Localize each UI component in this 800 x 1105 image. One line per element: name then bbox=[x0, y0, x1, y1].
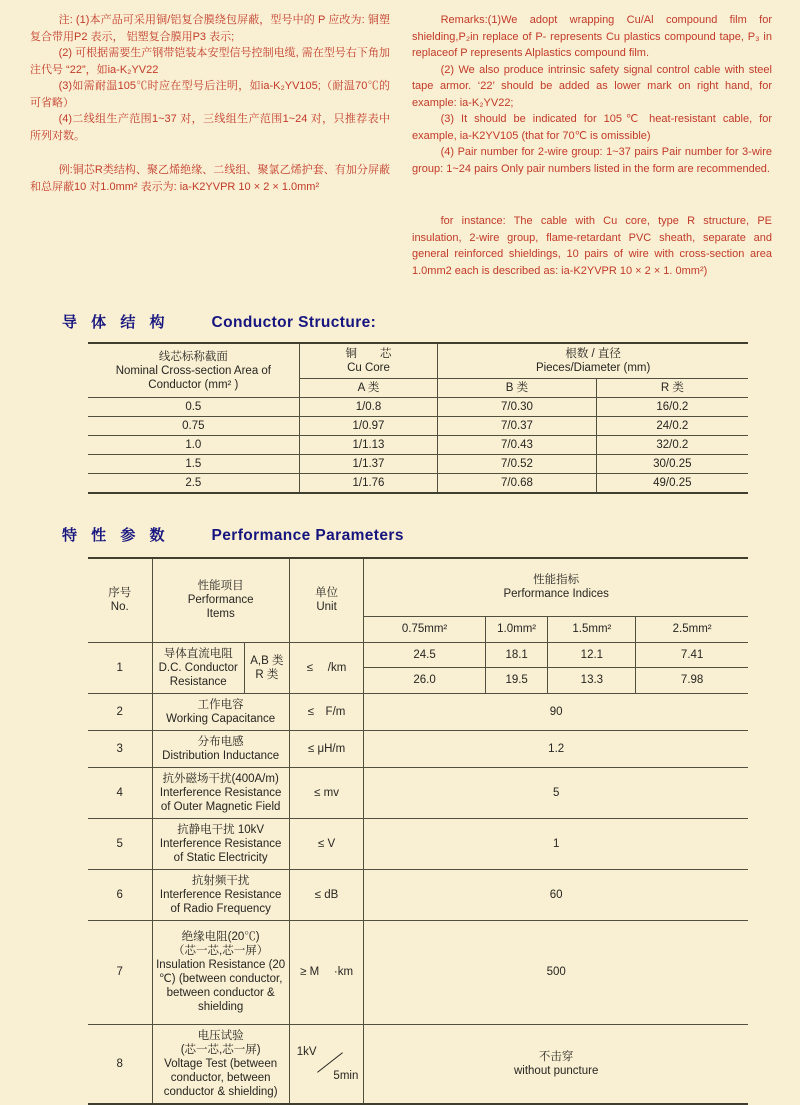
remark-cn-paragraph: 注: (1)本产品可采用铜/铝复合膜绕包屏蔽，型号中的 P 应改为: 铜塑复合带用P2 表示， 铝塑复合膜用P3 表示; bbox=[30, 14, 390, 43]
cell-no: 1 bbox=[88, 642, 152, 693]
unit-min-label: 5min bbox=[333, 1069, 359, 1082]
cell-class-a: 1/1.76 bbox=[299, 474, 438, 494]
conductor-structure-table bbox=[88, 342, 748, 494]
cell-class-b: 7/0.68 bbox=[438, 474, 596, 494]
cell-class-labels: A,B 类 R 类 bbox=[244, 642, 289, 693]
cell-value: 7.41 bbox=[636, 642, 748, 668]
remarks-english bbox=[412, 12, 772, 279]
cell-value: 18.1 bbox=[485, 642, 548, 668]
header-class-b: B 类 bbox=[438, 379, 596, 398]
cell-value: 1.2 bbox=[364, 730, 748, 767]
cell-item: 抗外磁场干扰(400A/m) Interference Resistance of Outer Magnetic Field bbox=[152, 767, 289, 818]
header-size-15: 1.5mm² bbox=[548, 616, 636, 642]
remark-cn-paragraph: (2) 可根据需要生产钢带铠装本安型信号控制电缆, 需在型号右下角加注代号 “22”，如ia-K₂YV22 bbox=[30, 47, 390, 76]
cell-item: 导体直流电阻 D.C. Conductor Resistance bbox=[152, 642, 244, 693]
remark-cn-paragraph: (4)二线组生产范围1~37 对，三线组生产范围1~24 对，只推荐表中所列对数。 bbox=[30, 113, 390, 142]
cell-class-a: 1/1.37 bbox=[299, 455, 438, 474]
cell-no: 4 bbox=[88, 767, 152, 818]
cell-item: 抗射频干扰 Interference Resistance of Radio Frequency bbox=[152, 869, 289, 920]
cell-no: 7 bbox=[88, 920, 152, 1024]
unit-kv-label: 1kV bbox=[296, 1045, 317, 1058]
table-row bbox=[88, 767, 748, 818]
header-size-075: 0.75mm² bbox=[364, 616, 485, 642]
cell-class-a: 1/1.13 bbox=[299, 436, 438, 455]
cell-class-r: 30/0.25 bbox=[596, 455, 748, 474]
table-row bbox=[88, 436, 748, 455]
conductor-structure-heading bbox=[62, 311, 772, 332]
header-nominal-area: 线芯标称截面 Nominal Cross-section Area of Conductor (mm² ) bbox=[88, 343, 299, 398]
header-unit: 单位 Unit bbox=[289, 558, 364, 642]
header-performance-indices: 性能指标 Performance Indices bbox=[364, 558, 748, 616]
remarks-chinese bbox=[30, 12, 390, 279]
header-pieces-diameter: 根数 / 直径 Pieces/Diameter (mm) bbox=[438, 343, 748, 379]
cell-no: 2 bbox=[88, 693, 152, 730]
cell-value: 12.1 bbox=[548, 642, 636, 668]
cell-item: 抗静电干扰 10kV Interference Resistance of Static Electricity bbox=[152, 818, 289, 869]
cell-no: 3 bbox=[88, 730, 152, 767]
remark-cn-example: 例:铜芯R类结构、聚乙烯绝缘、二线组、聚氯乙烯护套、有加分屏蔽和总屏蔽10 对1.0mm² 表示为: ia-K2YVPR 10 × 2 × 1.0mm² bbox=[30, 164, 390, 193]
performance-parameters-heading bbox=[62, 524, 772, 545]
cell-class-a: 1/0.8 bbox=[299, 398, 438, 417]
cell-unit: ≤ mv bbox=[289, 767, 364, 818]
table-row bbox=[88, 693, 748, 730]
cell-value: 60 bbox=[364, 869, 748, 920]
table-row bbox=[88, 920, 748, 1024]
remark-en-paragraph: (2) We also produce intrinsic safety signal control cable with steel tape armor. ‘22’ should be added as lower mark on right hand, for example: ia-K₂YV22; bbox=[412, 63, 772, 109]
table-row bbox=[88, 730, 748, 767]
cell-value: 24.5 bbox=[364, 642, 485, 668]
cell-value: 90 bbox=[364, 693, 748, 730]
cell-item: 工作电容 Working Capacitance bbox=[152, 693, 289, 730]
cell-class-r: 16/0.2 bbox=[596, 398, 748, 417]
cell-unit: ≤ V bbox=[289, 818, 364, 869]
header-class-a: A 类 bbox=[299, 379, 438, 398]
cell-class-a: 1/0.97 bbox=[299, 417, 438, 436]
cell-class-r: 24/0.2 bbox=[596, 417, 748, 436]
header-size-25: 2.5mm² bbox=[636, 616, 748, 642]
cell-class-b: 7/0.37 bbox=[438, 417, 596, 436]
cell-value: 13.3 bbox=[548, 668, 636, 694]
remark-en-paragraph: (4) Pair number for 2-wire group: 1~37 pairs Pair number for 3-wire group: 1~24 pairs Only pair numbers listed in the form are recommended. bbox=[412, 146, 772, 175]
cell-unit-voltage-test bbox=[289, 1024, 364, 1104]
cell-size: 0.75 bbox=[88, 417, 299, 436]
table-row bbox=[88, 869, 748, 920]
cell-item: 分布电感 Distribution Inductance bbox=[152, 730, 289, 767]
header-class-r: R 类 bbox=[596, 379, 748, 398]
remark-cn-paragraph: (3)如需耐温105℃时应在型号后注明，如ia-K₂YV105;（耐温70℃的可省略） bbox=[30, 80, 390, 109]
cell-class-b: 7/0.30 bbox=[438, 398, 596, 417]
cell-value: 26.0 bbox=[364, 668, 485, 694]
cell-class-b: 7/0.52 bbox=[438, 455, 596, 474]
cell-no: 5 bbox=[88, 818, 152, 869]
cell-value: 19.5 bbox=[485, 668, 548, 694]
cell-value: 500 bbox=[364, 920, 748, 1024]
cell-class-r: 32/0.2 bbox=[596, 436, 748, 455]
cell-unit: ≥ M ·km bbox=[289, 920, 364, 1024]
table-row bbox=[88, 474, 748, 494]
table-row bbox=[88, 642, 748, 668]
performance-parameters-title-cn: 特 性 参 数 bbox=[62, 527, 170, 544]
cell-unit: ≤ /km bbox=[289, 642, 364, 693]
table-row bbox=[88, 455, 748, 474]
conductor-structure-title-en: Conductor Structure: bbox=[211, 314, 377, 331]
cell-value: 5 bbox=[364, 767, 748, 818]
cell-item: 电压试验 (芯一芯,芯一屏) Voltage Test (between conductor, between conductor & shielding) bbox=[152, 1024, 289, 1104]
header-size-10: 1.0mm² bbox=[485, 616, 548, 642]
cell-no: 8 bbox=[88, 1024, 152, 1104]
cell-unit: ≤ F/m bbox=[289, 693, 364, 730]
header-performance-items: 性能项目 Performance Items bbox=[152, 558, 289, 642]
header-no: 序号 No. bbox=[88, 558, 152, 642]
cell-size: 1.0 bbox=[88, 436, 299, 455]
cell-size: 0.5 bbox=[88, 398, 299, 417]
cell-item: 绝缘电阻(20℃) （芯一芯,芯一屏） Insulation Resistance (20 ℃) (between conductor, between conductor & shielding bbox=[152, 920, 289, 1024]
conductor-structure-title-cn: 导 体 结 构 bbox=[62, 314, 170, 331]
cell-size: 1.5 bbox=[88, 455, 299, 474]
cell-unit: ≤ dB bbox=[289, 869, 364, 920]
remark-en-paragraph: (3) It should be indicated for 105℃ heat-resistant cable, for example, ia-K2YV105 (that for 70℃ is omissible) bbox=[412, 113, 772, 142]
cell-class-b: 7/0.43 bbox=[438, 436, 596, 455]
table-row bbox=[88, 1024, 748, 1104]
remarks-section bbox=[30, 12, 772, 279]
header-cu-core: 铜 芯 Cu Core bbox=[299, 343, 438, 379]
remark-en-paragraph: Remarks:(1)We adopt wrapping Cu/Al compound film for shielding,P₂in replace of P- represents Cu plastics compound tape, P₃ in replaceof P represents Alplastics compound film. bbox=[412, 14, 772, 59]
cell-class-r: 49/0.25 bbox=[596, 474, 748, 494]
table-row bbox=[88, 398, 748, 417]
table-row bbox=[88, 417, 748, 436]
performance-parameters-title-en: Performance Parameters bbox=[211, 527, 404, 544]
performance-parameters-table bbox=[88, 557, 748, 1105]
cell-unit: ≤ μH/m bbox=[289, 730, 364, 767]
table-row bbox=[88, 818, 748, 869]
remark-en-example: for instance: The cable with Cu core, type R structure, PE insulation, 2-wire group, flame-retardant PVC sheath, separate and general reinforced shieldings, 10 pairs of wire with cross-section area 1.0mm2 each is described as: ia-K2YVPR 10 × 2 × 1. 0mm²) bbox=[412, 215, 772, 277]
cell-value: 7.98 bbox=[636, 668, 748, 694]
cell-value: 不击穿 without puncture bbox=[364, 1024, 748, 1104]
cell-value: 1 bbox=[364, 818, 748, 869]
cell-size: 2.5 bbox=[88, 474, 299, 494]
cell-no: 6 bbox=[88, 869, 152, 920]
